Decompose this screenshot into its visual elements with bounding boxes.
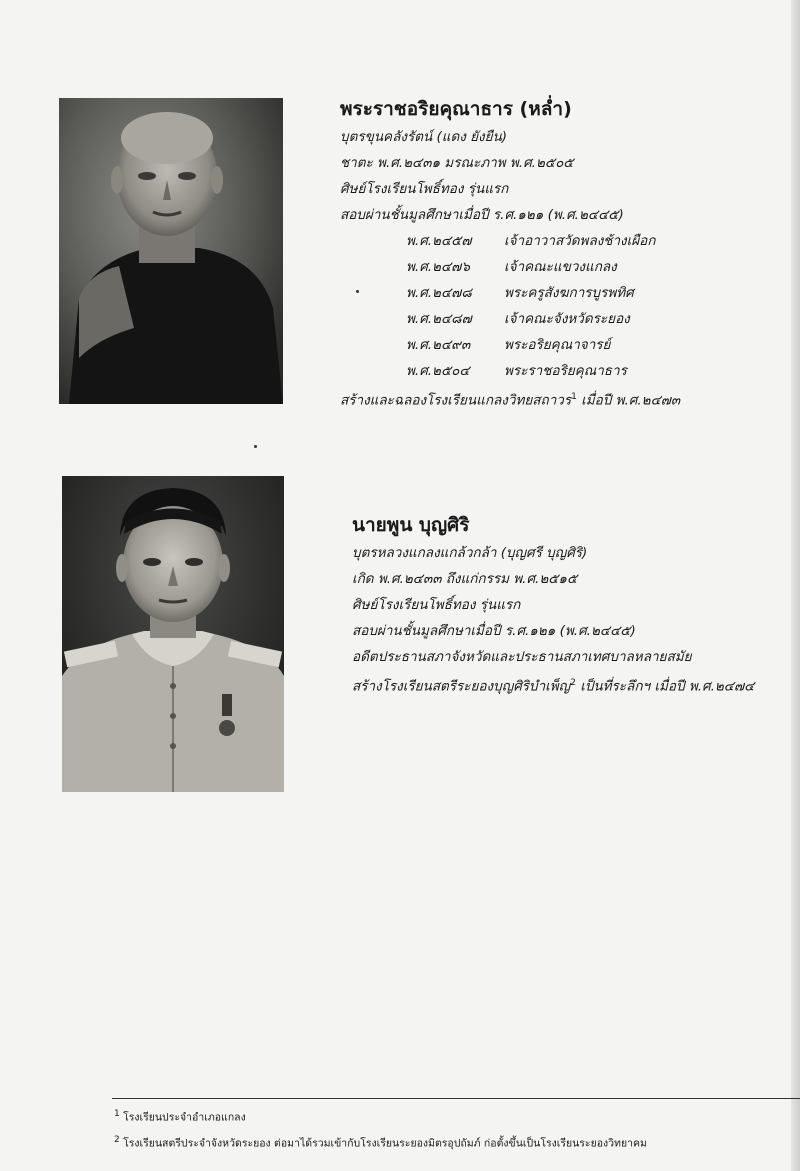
career-title: เจ้าคณะแขวงแกลง — [504, 259, 617, 275]
footnote-number: 1 — [114, 1109, 120, 1119]
career-item — [406, 306, 760, 332]
person-name: นายพูน บุญศิริ — [352, 514, 470, 536]
footnote-item — [114, 1129, 794, 1155]
footnote-ref: 1 — [571, 392, 577, 402]
page-edge — [791, 0, 800, 1171]
bio-line: ศิษย์โรงเรียนโพธิ์ทอง รุ่นแรก — [352, 597, 521, 613]
bio-section-monk — [340, 94, 760, 414]
career-title: พระครูสังฆการบูรพทิศ — [504, 285, 634, 301]
closing-text: สร้างโรงเรียนสตรีระยองบุญศิริบำเพ็ญ — [352, 678, 571, 695]
closing-text-end: เป็นที่ระลึกฯ เมื่อปี พ.ศ.๒๔๗๔ — [575, 678, 755, 695]
bio-line: เกิด พ.ศ.๒๔๓๓ ถึงแก่กรรม พ.ศ.๒๕๑๕ — [352, 571, 578, 587]
print-speck — [254, 445, 257, 448]
print-speck — [356, 290, 359, 293]
footnotes — [114, 1103, 794, 1154]
person-name: พระราชอริยคุณาธาร (หล่ำ) — [340, 98, 572, 120]
bio-line: ชาตะ พ.ศ.๒๔๓๑ มรณะภาพ พ.ศ.๒๕๐๕ — [340, 155, 574, 171]
bio-line: สอบผ่านชั้นมูลศึกษาเมื่อปี ร.ศ.๑๒๑ (พ.ศ.๒๔๔๕) — [340, 207, 624, 223]
career-year: พ.ศ.๒๔๗๘ — [406, 285, 472, 301]
footnote-number: 2 — [114, 1134, 120, 1145]
closing-text: สร้างและฉลองโรงเรียนแกลงวิทยสถาวร — [340, 392, 572, 409]
career-item — [406, 280, 760, 306]
footnote-text: โรงเรียนประจำอำเภอแกลง — [123, 1111, 246, 1124]
career-title: เจ้าอาวาสวัดพลงช้างเผือก — [504, 233, 656, 249]
portrait-photo-monk — [59, 98, 283, 404]
bio-line: บุตรขุนคลังรัตน์ (แดง ยังยืน) — [340, 129, 508, 145]
bio-closing-line — [340, 384, 760, 414]
career-item — [406, 254, 760, 280]
career-year: พ.ศ.๒๕๐๔ — [406, 363, 470, 379]
bio-line: สอบผ่านชั้นมูลศึกษาเมื่อปี ร.ศ.๑๒๑ (พ.ศ.๒๔๔๕) — [352, 623, 636, 639]
footnote-item — [114, 1103, 794, 1129]
footnote-ref: 2 — [570, 678, 576, 688]
career-year: พ.ศ.๒๔๙๓ — [406, 337, 471, 353]
closing-text-end: เมื่อปี พ.ศ.๒๔๗๓ — [576, 392, 681, 409]
career-year: พ.ศ.๒๔๗๖ — [406, 259, 470, 275]
career-year: พ.ศ.๒๔๘๗ — [406, 311, 472, 327]
career-title: เจ้าคณะจังหวัดระยอง — [504, 311, 630, 327]
career-title: พระอริยคุณาจารย์ — [504, 337, 611, 353]
portrait-photo-uniform — [62, 476, 284, 792]
bio-closing-line — [352, 670, 782, 700]
career-item — [406, 228, 760, 254]
career-list — [340, 228, 760, 384]
career-year: พ.ศ.๒๔๕๗ — [406, 233, 472, 249]
footnote-divider — [112, 1098, 800, 1099]
bio-line: บุตรหลวงแกลงแกล้วกล้า (บุญศรี บุญศิริ) — [352, 545, 588, 561]
career-title: พระราชอริยคุณาธาร — [504, 363, 627, 379]
career-item — [406, 332, 760, 358]
bio-section-uniform — [352, 510, 782, 700]
footnote-text: โรงเรียนสตรีประจำจังหวัดระยอง ต่อมาได้รวมเข้ากับโรงเรียนระยองมิตรอุปถัมภ์ ก่อตั้งขึ้นเป็นโรงเรียนระยองวิทยาคม — [123, 1137, 647, 1149]
career-item — [406, 358, 760, 384]
bio-line: อดีตประธานสภาจังหวัดและประธานสภาเทศบาลหลายสมัย — [352, 649, 692, 665]
bio-line: ศิษย์โรงเรียนโพธิ์ทอง รุ่นแรก — [340, 181, 509, 197]
